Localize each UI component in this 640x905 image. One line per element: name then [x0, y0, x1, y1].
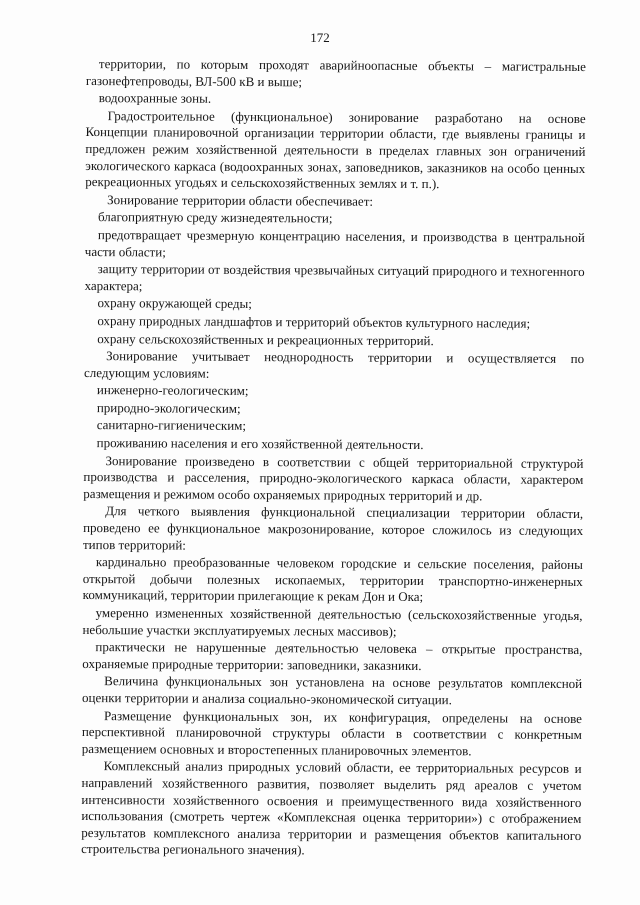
page-number: 172 [310, 30, 330, 45]
paragraph: Величина функциональных зон установлена на основе результатов комплексной оценки территории и анализа социально-экономической ситуации. [82, 673, 583, 708]
paragraph: Зонирование произведено в соответствии с общей территориальной структурой производства и расселения, природно-экологического каркаса области, характером размещения и режимом особо охраняемых природных территорий и др. [83, 452, 584, 504]
list-item: водоохранные зоны. [98, 90, 212, 106]
list-item: санитарно-гигиеническим; [96, 417, 247, 434]
paragraph: Зонирование территории области обеспечивает: [107, 191, 374, 209]
list-item: охрану природных ландшафтов и территорий объектов культурного наследия; [97, 312, 531, 331]
list-item: благоприятную среду жизнедеятельности; [97, 209, 333, 226]
list-item: инженерно-геологическим; [96, 382, 249, 399]
list-item: охрану сельскохозяйственных и рекреационных территорий. [97, 330, 434, 348]
document-body [81, 56, 586, 861]
list-item: умеренно измененных хозяйственной деятельностью (сельскохозяйственные угодья, небольшие участки эксплуатируемых лесных массивов); [82, 605, 583, 639]
paragraph: Зонирование учитывает неоднородность территории и осуществляется по следующим условиям: [84, 348, 585, 381]
list-item: охрану окружающей среды; [97, 295, 252, 312]
list-item: проживанию населения и его хозяйственной деятельности. [96, 435, 424, 453]
paragraph: Комплексный анализ природных условий области, ее территориальных ресурсов и направлений хозяйственного развития, позволяет выделить ряд ареалов с учетом интенсивности хозяйственного освоения и преимущественного вида хозяйственного использования (смотреть чертеж «Комплексная оценка территории») с отображением результатов комплексного анализа территории и размещения объектов капитального строительства регионального значения). [81, 758, 582, 858]
list-item: практически не нарушенные деятельностью человека – открытые пространства, охраняемые природные территории: заповедники, заказники. [82, 639, 583, 673]
paragraph: Градостроительное (функциональное) зонирование разработано на основе Концепции планировочной организации территории области, где выявлены границы и предложен режим хозяйственной деятельности в пределах главных зон ограничений экологического каркаса (водоохранных зонах, заповедников, заказников на особо ценных рекреационных угодьях и сельскохозяйственных землях и т. п.). [85, 107, 586, 192]
list-item: защиту территории от воздействия чрезвычайных ситуаций природного и техногенного характера; [84, 261, 585, 294]
list-item: предотвращает чрезмерную концентрацию населения, и производства в центральной части области; [84, 227, 585, 260]
list-item: кардинально преобразованные человеком городские и сельские поселения, районы открытой добычи полезных ископаемых, территории транспортно-инженерных коммуникаций, территории прилегающие к рекам Дон и Ока; [82, 554, 583, 605]
paragraph: Размещение функциональных зон, их конфигурация, определены на основе перспективной планировочной структуры области в соответствии с конкретным размещением основных и второстепенных планировочных элементов. [81, 707, 583, 759]
list-item: территории, по которым проходят аварийноопасные объекты – магистральные газонефтепроводы, ВЛ-500 кВ и выше; [85, 56, 586, 89]
list-item: природно-экологическим; [96, 399, 241, 416]
paragraph: Для четкого выявления функциональной специализации территории области, проведено ее функциональное макрозонирование, которое сложилось из следующих типов территорий: [82, 503, 584, 553]
